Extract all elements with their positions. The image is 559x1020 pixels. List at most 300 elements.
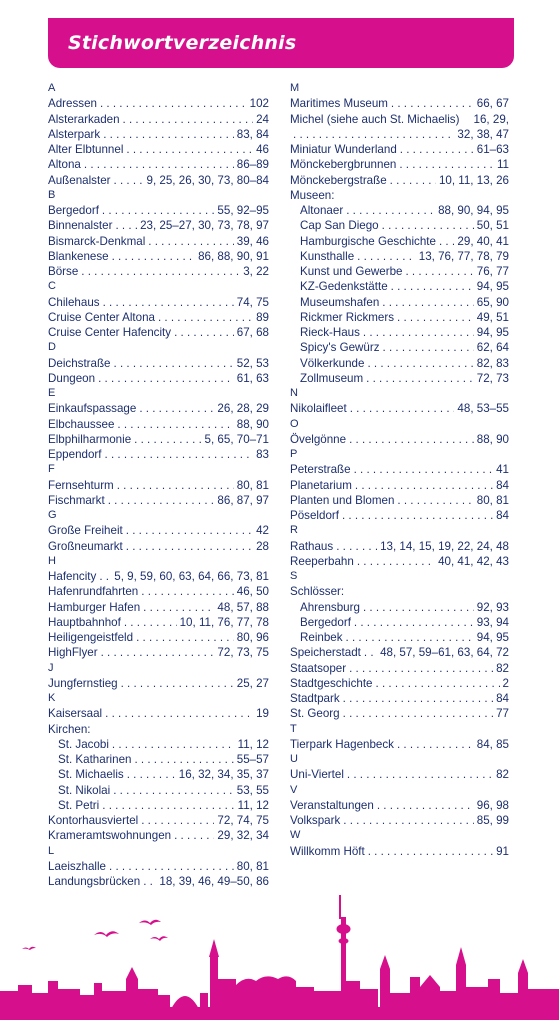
- index-letter-heading: [290, 569, 509, 584]
- index-term: Cruise Center Altona: [48, 310, 155, 324]
- leader-dots: [108, 493, 215, 508]
- index-page-numbers: 61–63: [476, 143, 509, 156]
- leader-dots: [355, 478, 493, 493]
- index-term: Övelgönne: [290, 432, 347, 446]
- leader-dots: [357, 554, 435, 569]
- index-letter-heading: [48, 508, 269, 523]
- index-term: Reeperbahn: [290, 554, 354, 568]
- index-page-numbers: 3, 22: [243, 265, 269, 278]
- index-term: Heiligengeistfeld: [48, 631, 134, 644]
- index-term: Veranstaltungen: [290, 798, 374, 812]
- leader-dots: [349, 661, 493, 676]
- leader-dots: [391, 279, 474, 294]
- index-term: Jungfernstieg: [48, 676, 118, 690]
- index-entry: [48, 569, 269, 584]
- index-entry: [290, 264, 509, 279]
- index-entry: [290, 844, 509, 859]
- index-page-numbers: 72, 74, 75: [217, 814, 269, 827]
- index-entry: [290, 554, 509, 569]
- index-entry: [48, 783, 269, 798]
- index-term: Deichstraße: [48, 356, 111, 370]
- index-page-numbers: 18, 39, 46, 49–50, 86: [159, 875, 269, 888]
- leader-dots: [354, 615, 474, 630]
- index-entry: [290, 127, 509, 142]
- index-term: V: [290, 783, 298, 796]
- index-entry: [290, 432, 509, 447]
- leader-dots: [343, 691, 493, 706]
- index-page-numbers: 62, 64: [476, 341, 509, 355]
- index-page-numbers: 92, 93: [476, 600, 509, 614]
- index-term: L: [48, 844, 55, 857]
- index-term: Staatsoper: [290, 661, 347, 675]
- index-entry: [48, 417, 269, 432]
- index-term: Kunst und Gewerbe: [300, 265, 403, 278]
- index-page-numbers: 11, 12: [237, 798, 269, 812]
- leader-dots: [123, 112, 254, 127]
- index-page-numbers: 67, 68: [236, 326, 269, 339]
- index-entry: [290, 813, 509, 828]
- leader-dots: [368, 844, 493, 859]
- leader-dots: [405, 264, 473, 279]
- index-letter-heading: [48, 81, 269, 96]
- leader-dots: [397, 310, 474, 325]
- leader-dots: [81, 264, 240, 279]
- index-term: Alsterarkaden: [48, 112, 120, 126]
- index-term: Ahrensburg: [300, 600, 360, 614]
- index-term: Kunsthalle: [300, 249, 355, 263]
- index-page-numbers: 11, 12: [237, 737, 269, 751]
- leader-dots: [174, 828, 214, 843]
- leader-dots: [114, 173, 144, 188]
- index-term: Volkspark: [290, 814, 341, 827]
- index-page-numbers: 77: [496, 707, 509, 721]
- index-page-numbers: 48, 53–55: [457, 402, 509, 416]
- index-page-numbers: 16, 29,: [473, 112, 509, 126]
- index-term: Willkomm Höft: [290, 844, 365, 858]
- index-term: St. Michaelis: [58, 768, 124, 782]
- index-term: Einkaufspassage: [48, 402, 137, 416]
- leader-dots: [439, 234, 454, 249]
- index-term: Rickmer Rickmers: [300, 310, 395, 324]
- leader-dots: [364, 645, 377, 660]
- index-entry: [48, 752, 269, 767]
- leader-dots: [363, 325, 474, 340]
- leader-dots: [141, 813, 214, 828]
- index-entry: [290, 767, 509, 782]
- index-page-numbers: 94, 95: [476, 326, 509, 339]
- index-entry: [290, 249, 509, 264]
- index-page-numbers: 83, 84: [236, 127, 269, 141]
- index-term: Elbchaussee: [48, 417, 115, 431]
- leader-dots: [109, 859, 234, 874]
- index-column-right: [290, 81, 509, 859]
- leader-dots: [100, 96, 247, 111]
- leader-dots: [134, 752, 233, 767]
- index-page-numbers: 72, 73, 75: [217, 646, 269, 660]
- index-entry: [48, 127, 269, 142]
- index-entry: [48, 142, 269, 157]
- index-entry: [290, 325, 509, 340]
- index-term: Bergedorf: [48, 204, 99, 217]
- index-term: Speicherstadt: [290, 646, 361, 660]
- index-entry: [290, 142, 509, 157]
- index-entry: [290, 234, 509, 249]
- index-term: W: [290, 829, 301, 842]
- index-term: Binnenalster: [48, 219, 113, 233]
- index-term: Blankenese: [48, 249, 109, 263]
- index-entry: [290, 737, 509, 752]
- index-entry: [48, 722, 269, 737]
- index-page-numbers: 86–89: [236, 158, 269, 172]
- index-entry: [48, 310, 269, 325]
- index-page-numbers: 91: [496, 844, 509, 858]
- index-term: Fernsehturm: [48, 478, 114, 492]
- index-page-numbers: 89: [256, 310, 269, 324]
- index-page-numbers: 46, 50: [236, 585, 269, 599]
- leader-dots: [103, 127, 234, 142]
- index-term: Rieck-Haus: [300, 326, 360, 339]
- index-page-numbers: 83: [256, 448, 269, 461]
- index-page-numbers: 94, 95: [476, 631, 509, 644]
- index-entry: [290, 112, 509, 127]
- index-term: Hamburger Hafen: [48, 600, 141, 614]
- index-page-numbers: 23, 25–27, 30, 73, 78, 97: [140, 219, 269, 233]
- index-page-numbers: 86, 87, 97: [217, 493, 269, 507]
- index-page-numbers: 16, 32, 34, 35, 37: [178, 768, 269, 782]
- index-page-numbers: 24: [256, 112, 269, 126]
- index-page-numbers: 29, 40, 41: [457, 234, 509, 248]
- index-entry: [48, 447, 269, 462]
- index-page-numbers: 25, 27: [236, 676, 269, 690]
- leader-dots: [376, 676, 500, 691]
- index-page-numbers: 84: [496, 509, 509, 522]
- index-term: Cruise Center Hafencity: [48, 326, 172, 339]
- index-entry: [48, 264, 269, 279]
- index-term: J: [48, 661, 54, 674]
- index-term: Elbphilharmonie: [48, 432, 132, 446]
- index-term: N: [290, 387, 298, 399]
- leader-dots: [397, 737, 474, 752]
- index-term: Adressen: [48, 97, 97, 111]
- index-page-numbers: 5, 65, 70–71: [204, 432, 269, 446]
- leader-dots: [99, 569, 111, 584]
- index-term: H: [48, 554, 56, 567]
- leader-dots: [117, 417, 233, 432]
- index-entry: [48, 356, 269, 371]
- bird-icon: [94, 931, 119, 937]
- index-entry: [48, 584, 269, 599]
- leader-dots: [101, 645, 215, 660]
- leader-dots: [112, 737, 235, 752]
- index-entry: [290, 310, 509, 325]
- index-page-numbers: 2: [502, 676, 509, 690]
- index-page-numbers: 93, 94: [476, 615, 509, 629]
- index-entry: [48, 157, 269, 172]
- index-letter-heading: [290, 828, 509, 843]
- index-page-numbers: 53, 55: [236, 783, 269, 797]
- index-entry: [48, 828, 269, 843]
- leader-dots: [121, 676, 234, 691]
- index-entry: [48, 615, 269, 630]
- index-page-numbers: 52, 53: [236, 356, 269, 370]
- index-entry: [48, 798, 269, 813]
- index-term: St. Petri: [58, 798, 100, 812]
- index-term: O: [290, 417, 299, 430]
- index-term: Mönckebergbrunnen: [290, 158, 397, 172]
- index-entry: [290, 157, 509, 172]
- index-term: Laeiszhalle: [48, 859, 107, 873]
- index-term: Peterstraße: [290, 463, 351, 477]
- index-term: Museen:: [290, 188, 335, 202]
- index-term: K: [48, 692, 56, 704]
- index-term: KZ-Gedenkstätte: [300, 280, 388, 294]
- index-entry: [290, 615, 509, 630]
- index-letter-heading: [48, 188, 269, 203]
- index-page-numbers: 39, 46: [236, 234, 269, 248]
- leader-dots: [126, 142, 253, 157]
- index-entry: [290, 493, 509, 508]
- index-column-left: [48, 81, 269, 889]
- index-term: St. Katharinen: [58, 753, 132, 766]
- index-term: Stadtgeschichte: [290, 676, 373, 690]
- index-entry: [48, 737, 269, 752]
- index-term: Planetarium: [290, 478, 352, 492]
- index-page-numbers: 84: [496, 692, 509, 705]
- index-entry: [290, 203, 509, 218]
- index-entry: [48, 234, 269, 249]
- leader-dots: [354, 462, 494, 477]
- leader-dots: [114, 356, 234, 371]
- index-term: Schlösser:: [290, 585, 345, 599]
- index-term: Planten und Blomen: [290, 493, 395, 507]
- index-term: Uni-Viertel: [290, 768, 344, 782]
- index-letter-heading: [48, 279, 269, 294]
- index-entry: [290, 645, 509, 660]
- index-entry: [48, 218, 269, 233]
- index-page-numbers: 80, 81: [236, 478, 269, 492]
- index-letter-heading: [48, 661, 269, 676]
- index-term: Börse: [48, 265, 79, 278]
- index-letter-heading: [290, 447, 509, 462]
- index-page-numbers: 61, 63: [236, 371, 269, 385]
- index-term: Altonaer: [300, 204, 344, 217]
- index-entry: [48, 112, 269, 127]
- index-entry: [48, 706, 269, 721]
- leader-dots: [84, 157, 234, 172]
- index-term: M: [290, 82, 300, 94]
- index-page-numbers: 9, 25, 26, 30, 73, 80–84: [146, 173, 269, 187]
- index-entry: [48, 630, 269, 645]
- leader-dots: [136, 630, 234, 645]
- index-entry: [48, 859, 269, 874]
- index-page-numbers: 46: [256, 143, 269, 156]
- leader-dots: [342, 508, 493, 523]
- leader-dots: [346, 203, 435, 218]
- index-page-numbers: 96, 98: [476, 798, 509, 812]
- index-term: Kontorhausviertel: [48, 814, 139, 827]
- leader-dots: [397, 493, 473, 508]
- index-term: St. Georg: [290, 707, 340, 721]
- index-entry: [48, 676, 269, 691]
- index-entry: [290, 661, 509, 676]
- index-term: D: [48, 341, 56, 354]
- index-letter-heading: [290, 417, 509, 432]
- leader-dots: [343, 706, 493, 721]
- leader-dots: [349, 432, 474, 447]
- index-page-numbers: 82: [496, 768, 509, 782]
- index-entry: [290, 356, 509, 371]
- index-entry: [290, 340, 509, 355]
- index-page-numbers: 55–57: [236, 753, 269, 766]
- leader-dots: [382, 295, 474, 310]
- index-term: Hafencity: [48, 570, 97, 583]
- leader-dots: [158, 310, 253, 325]
- leader-dots: [134, 432, 201, 447]
- leader-dots: [102, 798, 234, 813]
- leader-dots: [113, 783, 234, 798]
- index-term: Kirchen:: [48, 722, 91, 736]
- leader-dots: [103, 295, 234, 310]
- bird-icon: [22, 947, 36, 950]
- leader-dots: [124, 615, 177, 630]
- index-entry: [290, 539, 509, 554]
- index-page-numbers: 5, 9, 59, 60, 63, 64, 66, 73, 81: [114, 570, 269, 583]
- index-entry: [48, 478, 269, 493]
- index-page-numbers: 80, 96: [236, 631, 269, 644]
- index-entry: [48, 767, 269, 782]
- index-page-numbers: 48, 57, 88: [217, 600, 269, 614]
- leader-dots: [105, 447, 254, 462]
- index-entry: [290, 173, 509, 188]
- index-term: F: [48, 463, 55, 476]
- index-page-numbers: 55, 92–95: [217, 204, 269, 217]
- index-term: Hauptbahnhof: [48, 615, 121, 629]
- index-term: T: [290, 722, 297, 735]
- index-entry: [290, 630, 509, 645]
- index-term: U: [290, 753, 298, 765]
- index-letter-heading: [48, 462, 269, 477]
- header-banner: [48, 18, 514, 68]
- index-term: B: [48, 188, 56, 201]
- index-page-numbers: 74, 75: [236, 295, 269, 309]
- index-term: Stadtpark: [290, 692, 340, 705]
- index-page-numbers: 10, 11, 76, 77, 78: [179, 615, 269, 629]
- index-term: A: [48, 82, 56, 94]
- leader-dots: [400, 142, 474, 157]
- leader-dots: [98, 371, 234, 386]
- index-page-numbers: 10, 11, 13, 26: [438, 173, 509, 187]
- index-page-numbers: 80, 81: [476, 493, 509, 507]
- index-term: Mönckebergstraße: [290, 173, 387, 187]
- index-term: Bismarck-Denkmal: [48, 234, 146, 248]
- index-entry: [290, 584, 509, 599]
- index-page-numbers: 84: [496, 478, 509, 492]
- index-term: St. Nikolai: [58, 783, 111, 797]
- index-term: Alsterpark: [48, 127, 101, 141]
- index-term: Spicy's Gewürz: [300, 341, 380, 355]
- index-term: Hamburgische Geschichte: [300, 234, 436, 248]
- index-term: Nikolaifleet: [290, 402, 347, 416]
- index-entry: [48, 371, 269, 386]
- leader-dots: [383, 340, 474, 355]
- index-entry: [290, 218, 509, 233]
- leader-dots: [363, 600, 474, 615]
- leader-dots: [115, 218, 137, 233]
- index-term: E: [48, 387, 56, 399]
- index-page-numbers: 84, 85: [476, 737, 509, 751]
- index-entry: [290, 798, 509, 813]
- index-term: Miniatur Wunderland: [290, 143, 397, 156]
- index-entry: [48, 203, 269, 218]
- index-term: Bergedorf: [300, 615, 351, 629]
- index-page-numbers: 32, 38, 47: [457, 127, 509, 141]
- index-term: Eppendorf: [48, 448, 102, 461]
- index-entry: [48, 813, 269, 828]
- index-letter-heading: [290, 523, 509, 538]
- index-entry: [290, 462, 509, 477]
- leader-dots: [117, 478, 234, 493]
- index-page-numbers: 102: [249, 97, 269, 111]
- index-term: Maritimes Museum: [290, 97, 388, 111]
- index-term: Völkerkunde: [300, 356, 365, 370]
- bird-icon: [150, 936, 168, 941]
- index-entry: [290, 401, 509, 416]
- index-page-numbers: 48, 57, 59–61, 63, 64, 72: [380, 646, 509, 660]
- leader-dots: [102, 203, 215, 218]
- index-term: Kaisersaal: [48, 707, 103, 721]
- index-term: Museumshafen: [300, 295, 380, 309]
- leader-dots: [390, 173, 436, 188]
- index-page-numbers: 26, 28, 29: [217, 402, 269, 416]
- index-entry: [48, 600, 269, 615]
- leader-dots: [343, 813, 474, 828]
- leader-dots: [126, 523, 253, 538]
- index-term: Michel (siehe auch St. Michaelis): [290, 112, 460, 126]
- index-letter-heading: [48, 340, 269, 355]
- index-page-numbers: 85, 99: [476, 814, 509, 827]
- index-page-numbers: 40, 41, 42, 43: [438, 554, 509, 568]
- leader-dots: [293, 127, 454, 142]
- index-page-numbers: 94, 95: [476, 280, 509, 294]
- index-term: Chilehaus: [48, 295, 100, 309]
- leader-dots: [112, 249, 195, 264]
- index-entry: [48, 874, 269, 889]
- index-page-numbers: 50, 51: [476, 219, 509, 233]
- index-term: P: [290, 448, 298, 460]
- leader-dots: [148, 234, 233, 249]
- index-page-numbers: 72, 73: [476, 371, 509, 385]
- index-entry: [290, 371, 509, 386]
- index-page-numbers: 82, 83: [476, 356, 509, 370]
- index-entry: [48, 249, 269, 264]
- index-page-numbers: 66, 67: [476, 97, 509, 111]
- index-term: Große Freiheit: [48, 524, 123, 538]
- index-term: Fischmarkt: [48, 493, 105, 507]
- hamburg-skyline-illustration: [0, 895, 559, 1020]
- leader-dots: [127, 767, 176, 782]
- index-term: G: [48, 509, 57, 521]
- index-term: S: [290, 570, 298, 582]
- index-term: Rathaus: [290, 539, 334, 553]
- index-term: Tierpark Hagenbeck: [290, 737, 394, 751]
- index-term: Außenalster: [48, 173, 111, 187]
- index-term: HighFlyer: [48, 646, 98, 660]
- index-entry: [48, 401, 269, 416]
- leader-dots: [350, 401, 455, 416]
- index-entry: [48, 96, 269, 111]
- index-entry: [290, 706, 509, 721]
- leader-dots: [391, 96, 474, 111]
